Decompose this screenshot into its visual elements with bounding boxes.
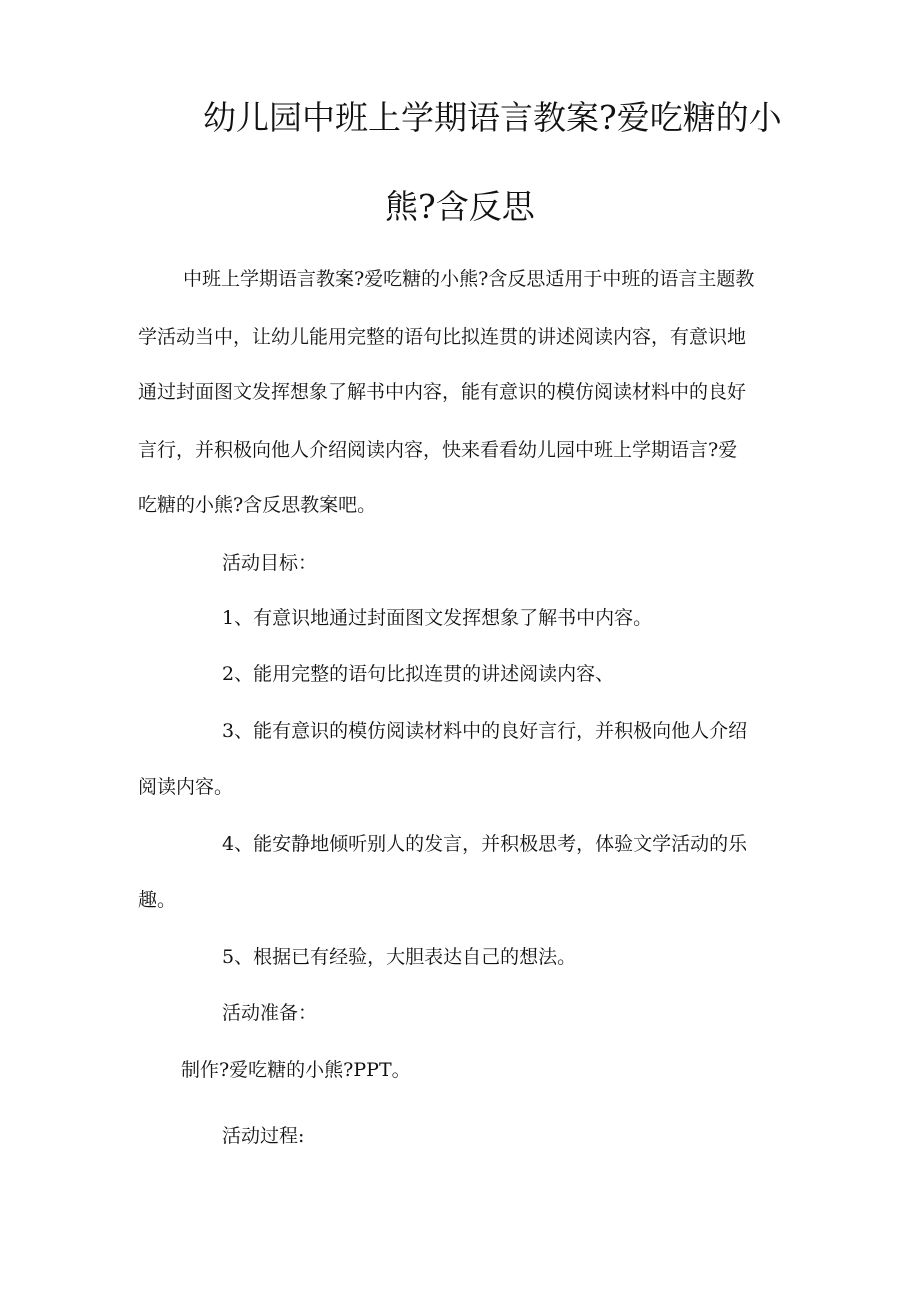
intro-line-4: 言行，并积极向他人介绍阅读内容，快来看看幼儿园中班上学期语言?爱: [138, 439, 738, 461]
process-heading: 活动过程:: [222, 1125, 305, 1147]
goal-item-5: 5、根据已有经验，大胆表达自己的想法。: [222, 946, 577, 968]
intro-line-1: 中班上学期语言教案?爱吃糖的小熊?含反思适用于中班的语言主题教: [183, 268, 755, 290]
goal-item-4-line-2: 趣。: [138, 889, 177, 911]
document-title-line-2: 熊?含反思: [385, 187, 535, 226]
goals-heading: 活动目标：: [222, 552, 318, 574]
goal-item-3-line-1: 3、能有意识的模仿阅读材料中的良好言行，并积极向他人介绍: [222, 720, 748, 742]
goal-item-1: 1、有意识地通过封面图文发挥想象了解书中内容。: [222, 607, 653, 629]
intro-line-3: 通过封面图文发挥想象了解书中内容，能有意识的模仿阅读材料中的良好: [138, 381, 747, 403]
intro-line-2: 学活动当中，让幼儿能用完整的语句比拟连贯的讲述阅读内容，有意识地: [138, 326, 747, 348]
goal-item-2: 2、能用完整的语句比拟连贯的讲述阅读内容、: [222, 663, 615, 685]
document-title-line-1: 幼儿园中班上学期语言教案?爱吃糖的小: [203, 98, 782, 137]
goal-item-4-line-1: 4、能安静地倾听别人的发言，并积极思考，体验文学活动的乐: [222, 833, 748, 855]
prep-heading: 活动准备：: [222, 1002, 318, 1024]
intro-line-5: 吃糖的小熊?含反思教案吧。: [138, 494, 377, 516]
prep-text: 制作?爱吃糖的小熊?PPT。: [181, 1059, 411, 1081]
goal-item-3-line-2: 阅读内容。: [138, 776, 234, 798]
